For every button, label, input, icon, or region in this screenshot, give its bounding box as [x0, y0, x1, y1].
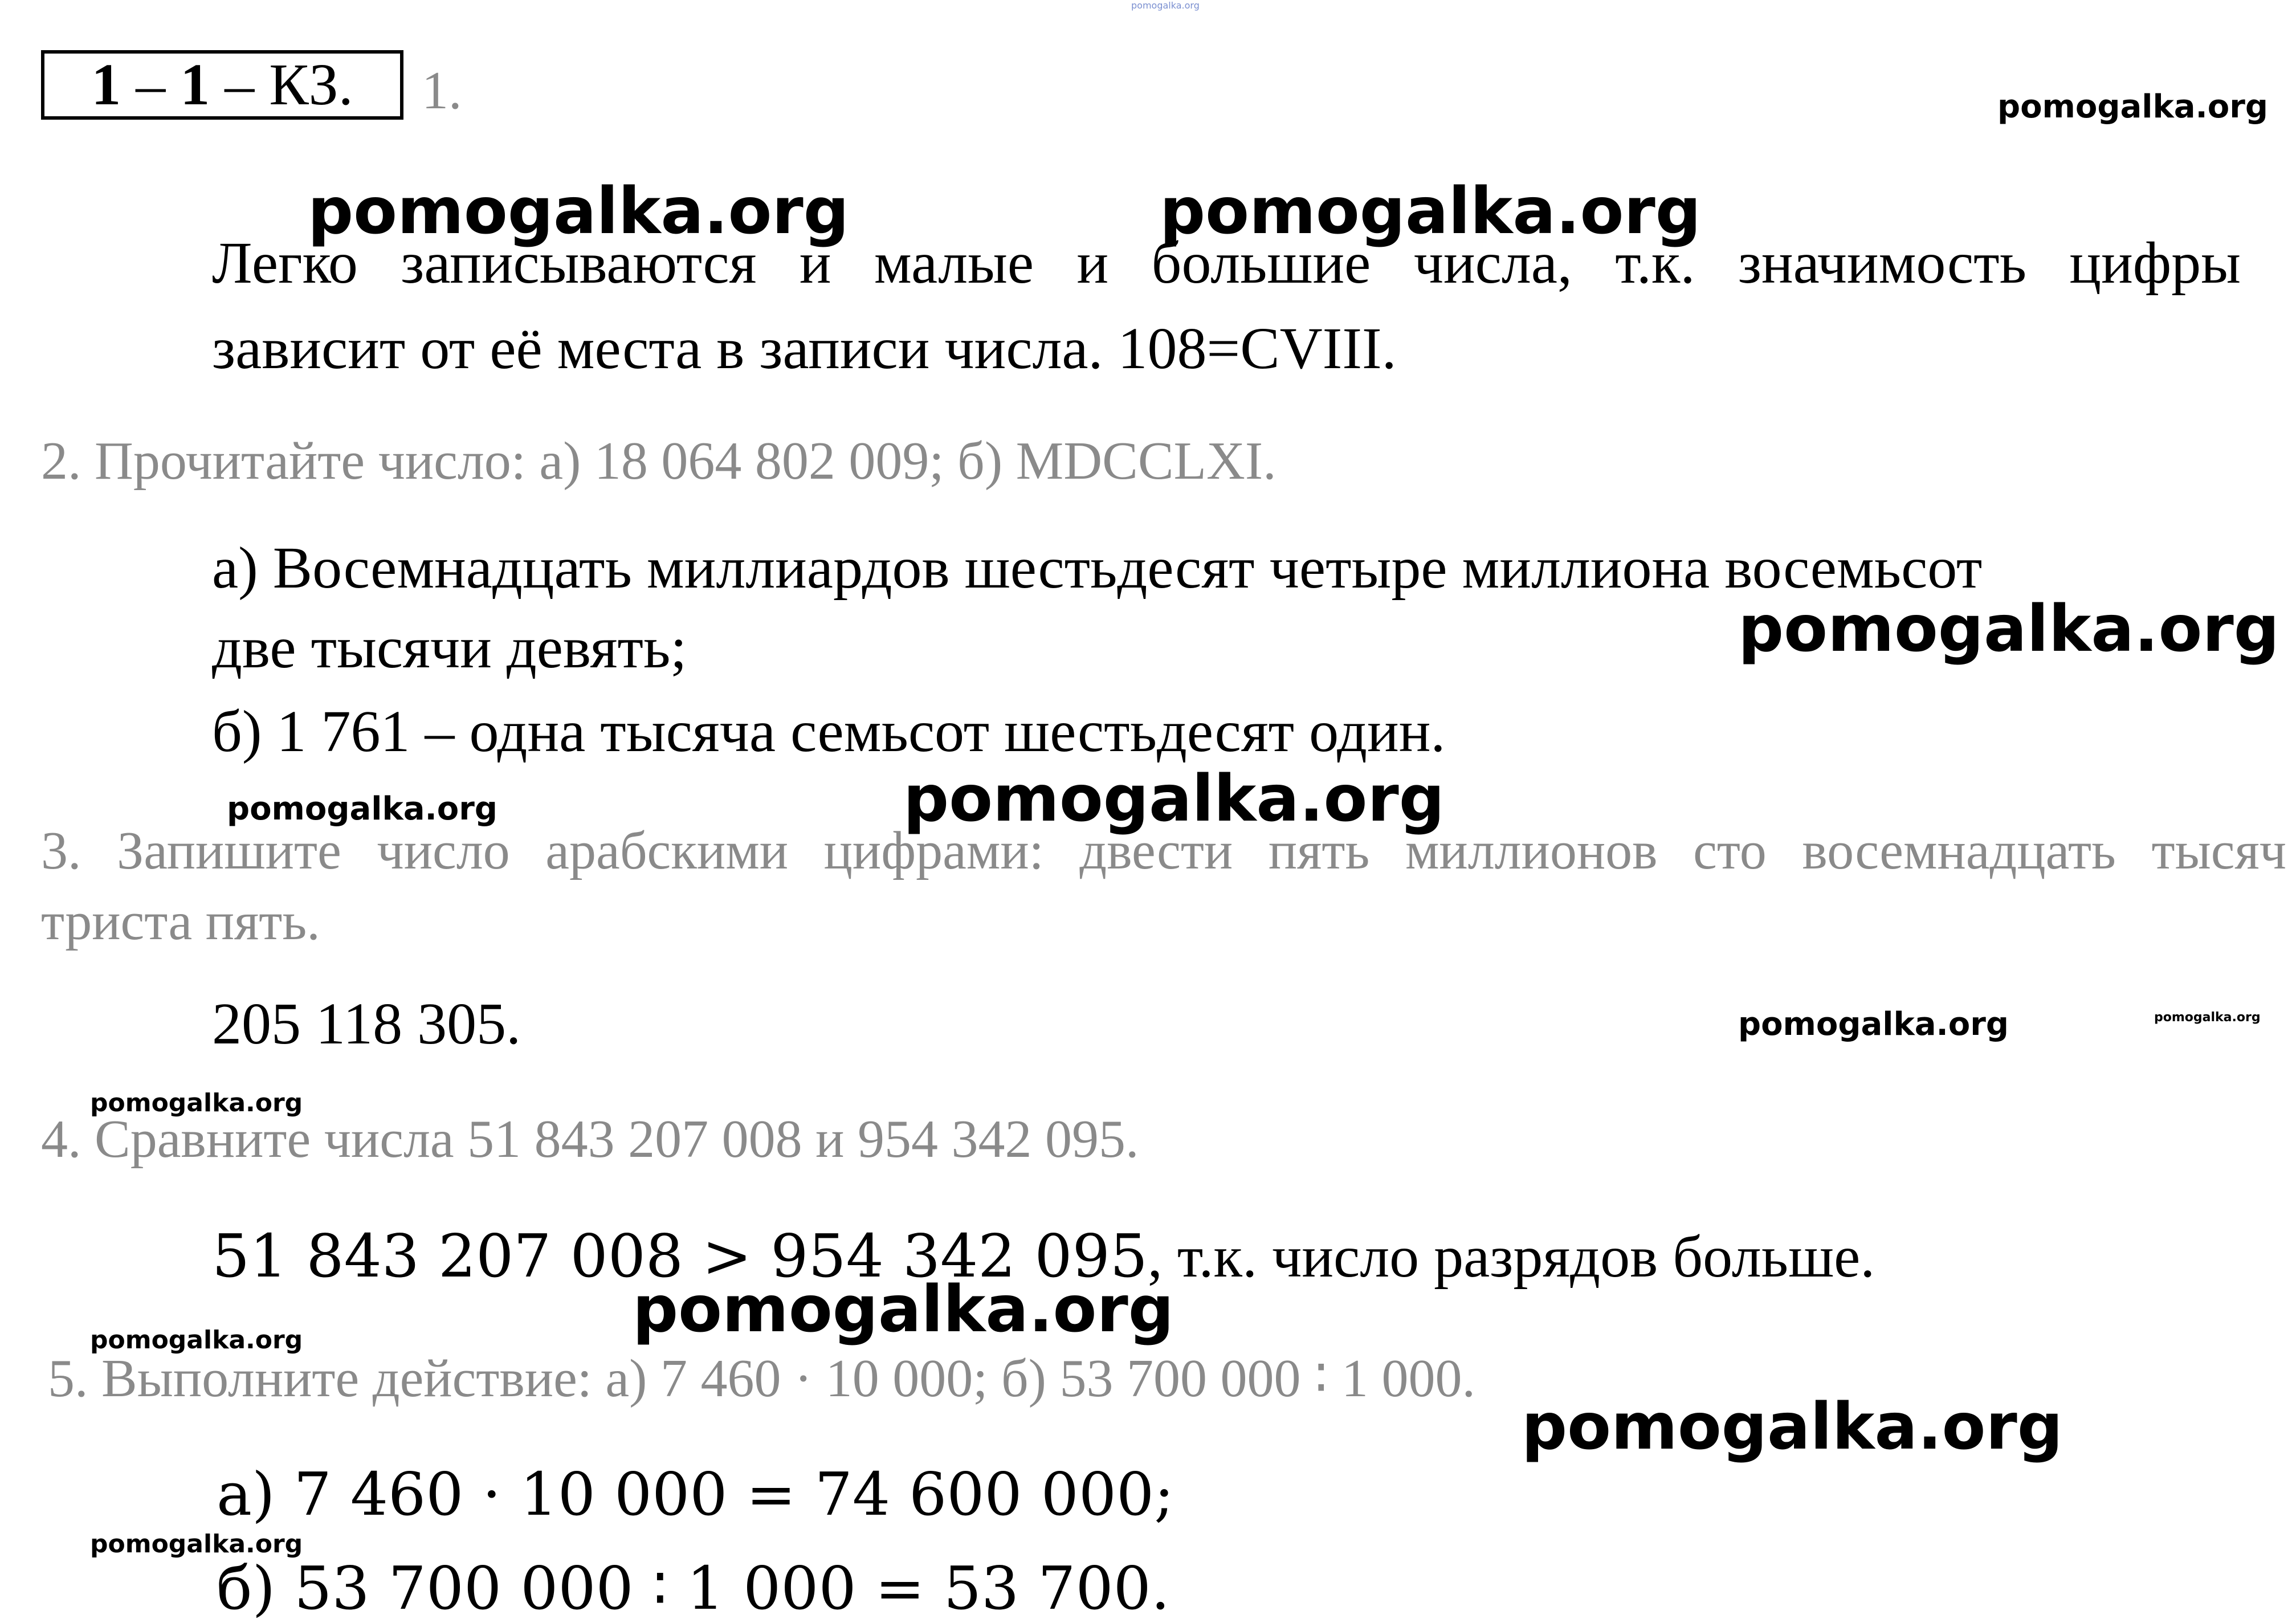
watermark-medium-2: pomogalka.org — [1738, 1006, 2009, 1043]
watermark-small-right: pomogalka.org — [2154, 1010, 2261, 1025]
task-label-part1: 1 — [91, 52, 121, 117]
answer-1-line-2: зависит от её места в записи числа. 108=CVIII. — [212, 316, 1397, 381]
answer-4-comparison: 51 843 207 008 > 954 342 095 — [212, 1221, 1148, 1291]
answer-4-reason: , т.к. число разрядов больше. — [1147, 1224, 1875, 1290]
answer-2-line-1: а) Восемнадцать миллиардов шестьдесят четыре миллиона восемьсот — [212, 535, 1983, 601]
question-3-line-1: 3. Запишите число арабскими цифрами: двести пять миллионов сто восемнадцать тысяч — [41, 821, 2286, 880]
task-label-box — [41, 50, 403, 120]
question-4: 4. Сравните числа 51 843 207 008 и 954 342 095. — [41, 1110, 1139, 1169]
watermark-top-tiny: pomogalka.org — [1131, 0, 1200, 11]
answer-2-line-2: две тысячи девять; — [212, 615, 687, 680]
watermark-large-1: pomogalka.org — [308, 174, 849, 248]
question-2: 2. Прочитайте число: а) 18 064 802 009; б) MDCCLXI. — [41, 431, 1277, 491]
task-label-dash: – — [121, 52, 181, 117]
watermark-large-2: pomogalka.org — [1160, 174, 1701, 248]
answer-2-line-3: б) 1 761 – одна тысяча семьсот шестьдесят один. — [212, 699, 1446, 764]
watermark-large-5: pomogalka.org — [633, 1273, 1174, 1347]
watermark-small-3: pomogalka.org — [90, 1530, 303, 1559]
question-5: 5. Выполните действие: а) 7 460 · 10 000; б) 53 700 000 ∶ 1 000. — [48, 1349, 1475, 1408]
watermark-small-1: pomogalka.org — [90, 1088, 303, 1118]
watermark-top-right: pomogalka.org — [1997, 88, 2268, 125]
task-label-part2: 1 — [180, 52, 210, 117]
watermark-small-2: pomogalka.org — [90, 1326, 303, 1355]
answer-3: 205 118 305. — [212, 991, 521, 1057]
answer-1-line-1: Легко записываются и малые и большие числа, т.к. значимость цифры — [212, 230, 2241, 296]
task-label-rest: – КЗ. — [210, 52, 353, 117]
watermark-large-4: pomogalka.org — [903, 762, 1445, 836]
watermark-large-6: pomogalka.org — [1522, 1390, 2063, 1464]
question-1-number: 1. — [422, 61, 462, 120]
answer-5-line-2: б) 53 700 000 ∶ 1 000 = 53 700. — [217, 1553, 1170, 1623]
watermark-large-3: pomogalka.org — [1738, 592, 2279, 666]
question-3-line-2: триста пять. — [41, 892, 320, 951]
answer-5-line-1: а) 7 460 · 10 000 = 74 600 000; — [217, 1459, 1174, 1529]
watermark-medium-1: pomogalka.org — [227, 790, 497, 827]
